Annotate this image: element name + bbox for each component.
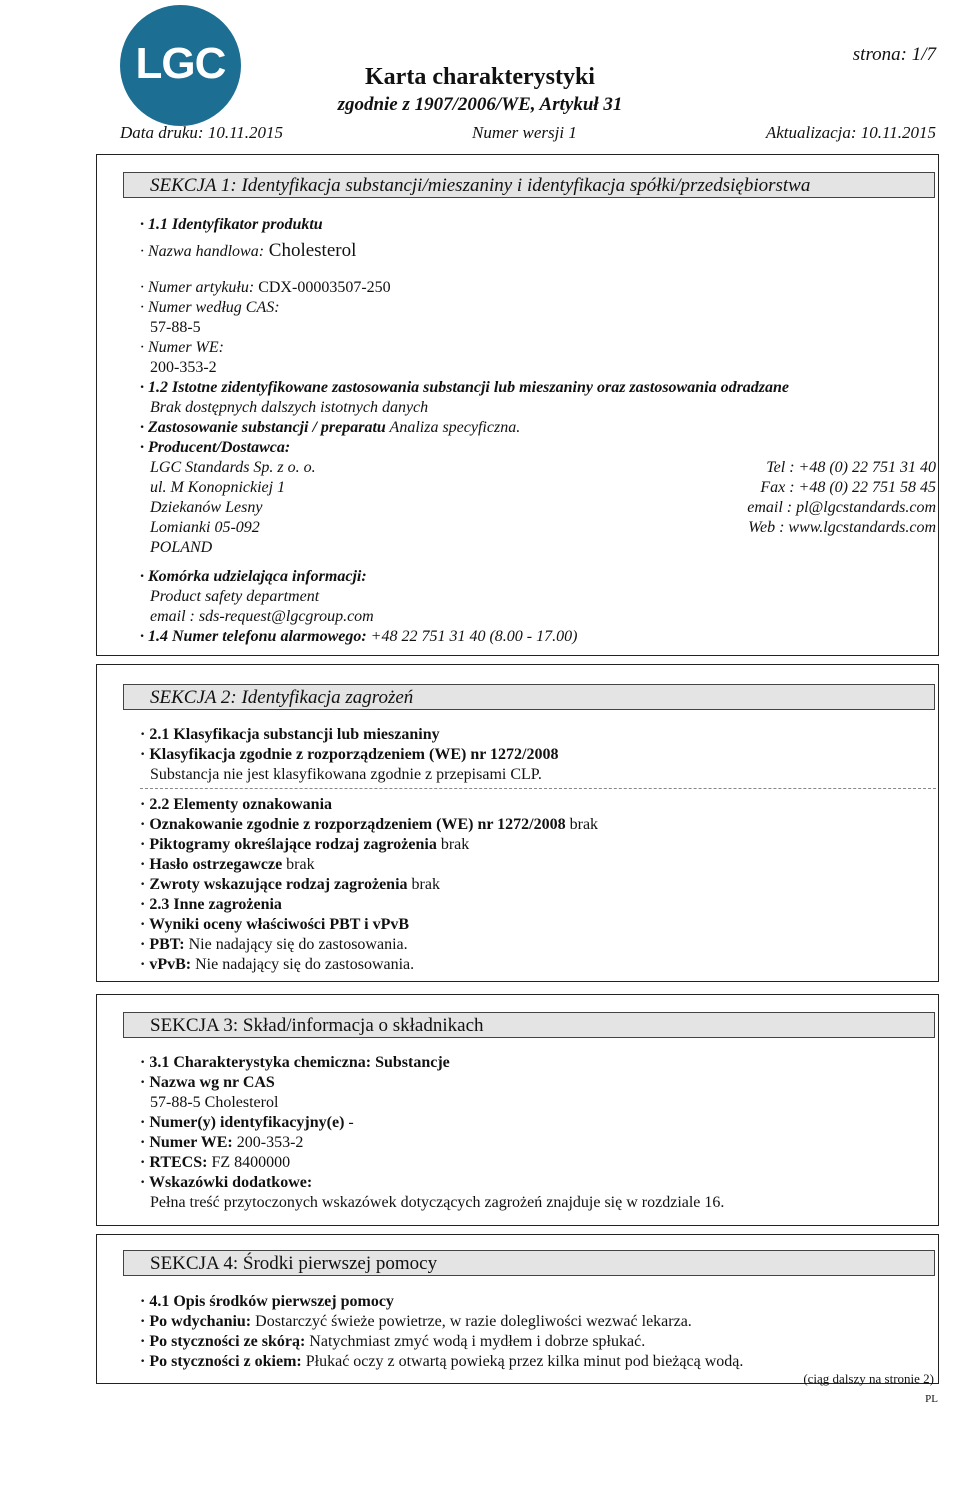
trade-name-row (140, 240, 356, 263)
address-line: Dziekanów Lesny (150, 499, 263, 516)
section-4-heading: SEKCJA 4: Środki pierwszej pomocy (123, 1250, 935, 1276)
info-email: email : sds-request@lgcgroup.com (150, 608, 374, 625)
pbt-heading: · Wyniki oceny właściwości PBT i vPvB (140, 916, 410, 933)
pictogram-label: · Piktogramy określające rodzaj zagrożenia (140, 836, 437, 853)
section-3-heading: SEKCJA 3: Skład/informacja o składnikach (123, 1012, 935, 1038)
vpvb-value: Nie nadający się do zastosowania. (195, 956, 415, 973)
pbt-row (140, 936, 408, 954)
cas-value: 57-88-5 (150, 319, 201, 336)
skin-row (140, 1333, 645, 1351)
s3-we-row (140, 1134, 303, 1152)
s2-classification-reg: · Klasyfikacja zgodnie z rozporządzeniem (WE) nr 1272/2008 (140, 746, 559, 763)
ident-value: - (348, 1114, 354, 1131)
s3-we-label: · Numer WE: (140, 1134, 233, 1151)
language-code: PL (925, 1393, 938, 1405)
address-line: ul. M Konopnickiej 1 (150, 479, 286, 496)
document-title: Karta charakterystyki (365, 64, 595, 90)
s3-chemical-char: · 3.1 Charakterystyka chemiczna: Substancje (140, 1054, 450, 1071)
contact-line: email : pl@lgcstandards.com (747, 499, 936, 516)
additional-label: · Wskazówki dodatkowe: (140, 1174, 313, 1191)
use-label: · Zastosowanie substancji / preparatu (140, 419, 386, 436)
emergency-value: +48 22 751 31 40 (8.00 - 17.00) (370, 628, 578, 645)
signal-row (140, 856, 315, 874)
eye-value: Płukać oczy z otwartą powieką przez kilka minut pod bieżącą wodą. (305, 1353, 744, 1370)
article-label: · Numer artykułu: (140, 279, 255, 296)
s1-uses-heading: · 1.2 Istotne zidentyfikowane zastosowania substancji lub mieszaniny oraz zastosowania odradzane (140, 379, 790, 396)
we-label: · Numer WE: (140, 339, 224, 356)
section-1-heading: SEKCJA 1: Identyfikacja substancji/mieszaniny i identyfikacja spółki/przedsiębiorstwa (123, 172, 935, 198)
address-line: Lomianki 05-092 (150, 519, 260, 536)
s2-classification: · 2.1 Klasyfikacja substancji lub mieszaniny (140, 726, 440, 743)
producer-label: · Producent/Dostawca: (140, 439, 291, 456)
hazard-row (140, 876, 440, 894)
eye-row (140, 1353, 743, 1371)
continued-note: (ciąg dalszy na stronie 2) (803, 1371, 934, 1386)
address-line: LGC Standards Sp. z o. o. (150, 459, 316, 476)
article-row (140, 279, 391, 297)
trade-name-label: · Nazwa handlowa: (140, 243, 265, 260)
article-value: CDX-00003507-250 (258, 279, 391, 296)
update-date: Aktualizacja: 10.11.2015 (765, 123, 936, 142)
cas-label: · Numer według CAS: (140, 299, 280, 316)
contact-line: Web : www.lgcstandards.com (748, 519, 936, 536)
additional-value: Pełna treść przytoczonych wskazówek dotyczących zagrożeń znajduje się w rozdziale 16. (150, 1194, 725, 1211)
info-department: Product safety department (150, 588, 320, 605)
signal-value: brak (286, 856, 315, 873)
hazard-value: brak (411, 876, 440, 893)
s3-cas-heading: · Nazwa wg nr CAS (140, 1074, 275, 1091)
rtecs-row (140, 1154, 290, 1172)
address-line: POLAND (150, 539, 213, 556)
eye-label: · Po styczności z okiem: (140, 1353, 302, 1370)
contact-line: Fax : +48 (0) 22 751 58 45 (760, 479, 936, 496)
use-value: Analiza specyficzna. (389, 419, 521, 436)
trade-name-value: Cholesterol (268, 240, 357, 261)
s1-identifier: · 1.1 Identyfikator produktu (140, 216, 323, 233)
s2-other-hazards: · 2.3 Inne zagrożenia (140, 896, 282, 913)
labelling-label: · Oznakowanie zgodnie z rozporządzeniem (WE) nr 1272/2008 (140, 816, 566, 833)
inhalation-row (140, 1313, 692, 1331)
print-date: Data druku: 10.11.2015 (120, 123, 284, 142)
section-2-heading: SEKCJA 2: Identyfikacja zagrożeń (123, 684, 935, 710)
rtecs-label: · RTECS: (140, 1154, 208, 1171)
pictogram-value: brak (440, 836, 470, 853)
skin-value: Natychmiast zmyć wodą i mydłem i dobrze spłukać. (309, 1333, 646, 1350)
pictogram-row (140, 836, 469, 854)
s3-cas-line: 57-88-5 Cholesterol (150, 1094, 279, 1111)
s1-uses-value: Brak dostępnych dalszych istotnych danych (150, 399, 429, 416)
labelling-row (140, 816, 598, 834)
s2-classification-value: Substancja nie jest klasyfikowana zgodnie z przepisami CLP. (150, 766, 542, 783)
vpvb-label: · vPvB: (140, 956, 192, 973)
ident-row (140, 1114, 354, 1132)
page-number: strona: 1/7 (852, 44, 936, 65)
use-row (140, 419, 520, 437)
logo-text: LGC (135, 39, 226, 88)
contact-line: Tel : +48 (0) 22 751 31 40 (766, 459, 936, 476)
rtecs-value: FZ 8400000 (211, 1154, 291, 1171)
signal-label: · Hasło ostrzegawcze (140, 856, 283, 873)
vpvb-row (140, 956, 414, 974)
info-label: · Komórka udzielająca informacji: (140, 568, 367, 585)
hazard-label: · Zwroty wskazujące rodzaj zagrożenia (140, 876, 408, 893)
inhalation-value: Dostarczyć świeże powietrze, w razie dolegliwości wezwać lekarza. (255, 1313, 692, 1330)
document-subtitle: zgodnie z 1907/2006/WE, Artykuł 31 (337, 94, 623, 115)
ident-label: · Numer(y) identyfikacyjny(e) (140, 1114, 345, 1131)
version-number: Numer wersji 1 (472, 123, 577, 142)
emergency-row (140, 628, 577, 646)
pbt-label: · PBT: (140, 936, 185, 953)
labelling-value: brak (569, 816, 599, 833)
pbt-value: Nie nadający się do zastosowania. (188, 936, 408, 953)
s2-label-elements: · 2.2 Elementy oznakowania (140, 796, 333, 813)
s3-we-value: 200-353-2 (236, 1134, 304, 1151)
emergency-label: · 1.4 Numer telefonu alarmowego: (140, 628, 367, 645)
inhalation-label: · Po wdychaniu: (140, 1313, 252, 1330)
divider (140, 788, 936, 789)
we-value: 200-353-2 (150, 359, 217, 376)
s4-first-aid: · 4.1 Opis środków pierwszej pomocy (140, 1293, 394, 1310)
skin-label: · Po styczności ze skórą: (140, 1333, 306, 1350)
